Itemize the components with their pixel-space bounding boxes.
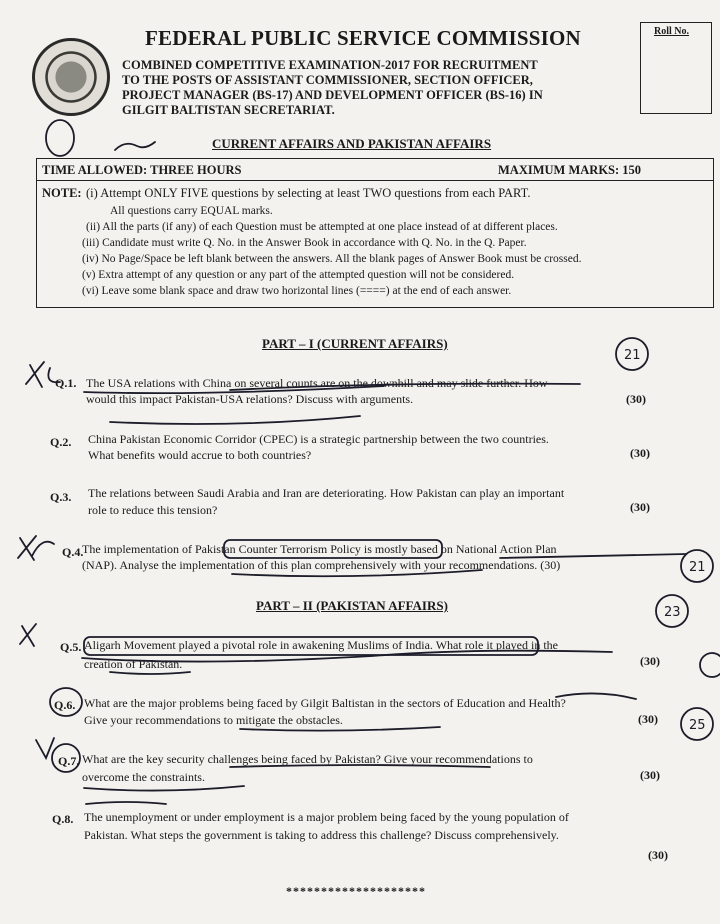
fpsc-emblem-icon <box>32 38 110 116</box>
star-mark-icon <box>26 362 44 387</box>
maximum-marks: MAXIMUM MARKS: 150 <box>498 163 642 177</box>
end-marker: ******************** <box>286 884 426 898</box>
roll-number-label: Roll No. <box>654 26 689 37</box>
time-allowed: TIME ALLOWED: THREE HOURS <box>42 163 242 177</box>
question-number: Q.1. <box>55 376 77 390</box>
question-text: China Pakistan Economic Corridor (CPEC) is a strategic partnership between the two countries. <box>88 432 549 446</box>
divider <box>36 180 714 181</box>
question-number: Q.4. <box>62 545 84 559</box>
score-label: 21 <box>689 560 706 575</box>
question-text: What are the major problems being faced by Gilgit Baltistan in the sectors of Education and Health? <box>84 696 566 710</box>
question-text: The unemployment or under employment is a major problem being faced by the young population of <box>84 810 569 824</box>
question-text: (NAP). Analyse the implementation of this plan comprehensively with your recommendations. (30) <box>82 558 561 572</box>
question-marks: (30) <box>648 848 668 862</box>
question-text: The relations between Saudi Arabia and Iran are deteriorating. How Pakistan can play an important <box>88 486 565 500</box>
question-text: The implementation of Pakistan Counter Terrorism Policy is mostly based on National Action Plan <box>82 542 557 556</box>
question-text: What benefits would accrue to both countries? <box>88 448 312 462</box>
subtitle-line: GILGIT BALTISTAN SECRETARIAT. <box>122 103 335 117</box>
note-item: All questions carry EQUAL marks. <box>110 205 273 217</box>
question-number: Q.3. <box>50 490 72 504</box>
note-item: (v) Extra attempt of any question or any part of the attempted question will not be considered. <box>82 269 515 281</box>
note-item: (i) Attempt ONLY FIVE questions by selecting at least TWO questions from each PART. <box>86 186 531 200</box>
subtitle-line: PROJECT MANAGER (BS-17) AND DEVELOPMENT OFFICER (BS-16) IN <box>122 88 543 102</box>
question-text: The USA relations with China on several counts are on the downhill and may slide further. How <box>86 376 548 390</box>
question-text: What are the key security challenges being faced by Pakistan? Give your recommendations to <box>82 752 533 766</box>
star-mark-icon <box>18 536 54 560</box>
score-circle <box>700 653 720 677</box>
question-text: overcome the constraints. <box>82 770 205 784</box>
score-circle <box>681 550 713 582</box>
note-item: (ii) All the parts (if any) of each Question must be attempted at one place instead of at different places. <box>86 221 558 233</box>
subject-heading: CURRENT AFFAIRS AND PAKISTAN AFFAIRS <box>212 136 492 151</box>
part-1-heading: PART – I (CURRENT AFFAIRS) <box>262 336 448 351</box>
score-label: 23 <box>664 605 681 620</box>
note-label: NOTE: <box>42 186 82 200</box>
score-circle <box>656 595 688 627</box>
underline <box>86 802 166 804</box>
star-mark-icon <box>20 624 36 646</box>
ink-circle <box>46 120 74 156</box>
question-number: Q.5. <box>60 640 82 654</box>
question-marks: (30) <box>630 446 650 460</box>
note-item: (iv) No Page/Space be left blank between the answers. All the blank pages of Answer Book must be crossed. <box>82 253 582 265</box>
question-marks: (30) <box>638 712 658 726</box>
question-text: Pakistan. What steps the government is taking to address this challenge? Discuss comprehensively. <box>84 828 559 842</box>
question-number: Q.7. <box>58 754 80 768</box>
question-text: role to reduce this tension? <box>88 503 218 517</box>
score-label: 25 <box>689 718 706 733</box>
score-circle <box>681 708 713 740</box>
question-text: would this impact Pakistan-USA relations? Discuss with arguments. <box>86 392 414 406</box>
underline <box>110 672 190 674</box>
exam-subtitle <box>122 58 622 118</box>
ink-scribble <box>115 142 155 150</box>
check-mark-icon <box>36 738 54 758</box>
underline <box>110 416 360 424</box>
note-item: (iii) Candidate must write Q. No. in the Answer Book in accordance with Q. No. in the Q. Paper. <box>82 237 527 249</box>
part-2-heading: PART – II (PAKISTAN AFFAIRS) <box>256 598 448 613</box>
page-title: FEDERAL PUBLIC SERVICE COMMISSION <box>145 26 581 50</box>
question-number: Q.2. <box>50 435 72 449</box>
question-marks: (30) <box>640 768 660 782</box>
score-circle <box>616 338 648 370</box>
question-number: Q.6. <box>54 698 76 712</box>
question-marks: (30) <box>630 500 650 514</box>
question-marks: (30) <box>626 392 646 406</box>
question-marks: (30) <box>640 654 660 668</box>
question-text: Aligarh Movement played a pivotal role in awakening Muslims of India. What role it played in the <box>84 638 558 652</box>
note-item: (vi) Leave some blank space and draw two horizontal lines (====) at the end of each answer. <box>82 285 512 297</box>
question-text: Give your recommendations to mitigate the obstacles. <box>84 713 343 727</box>
question-number: Q.8. <box>52 812 74 826</box>
subtitle-line: TO THE POSTS OF ASSISTANT COMMISSIONER, SECTION OFFICER, <box>122 73 533 87</box>
question-text: creation of Pakistan. <box>84 657 183 671</box>
subtitle-line: COMBINED COMPETITIVE EXAMINATION-2017 FOR RECRUITMENT <box>122 58 538 72</box>
score-label: 21 <box>624 348 641 363</box>
